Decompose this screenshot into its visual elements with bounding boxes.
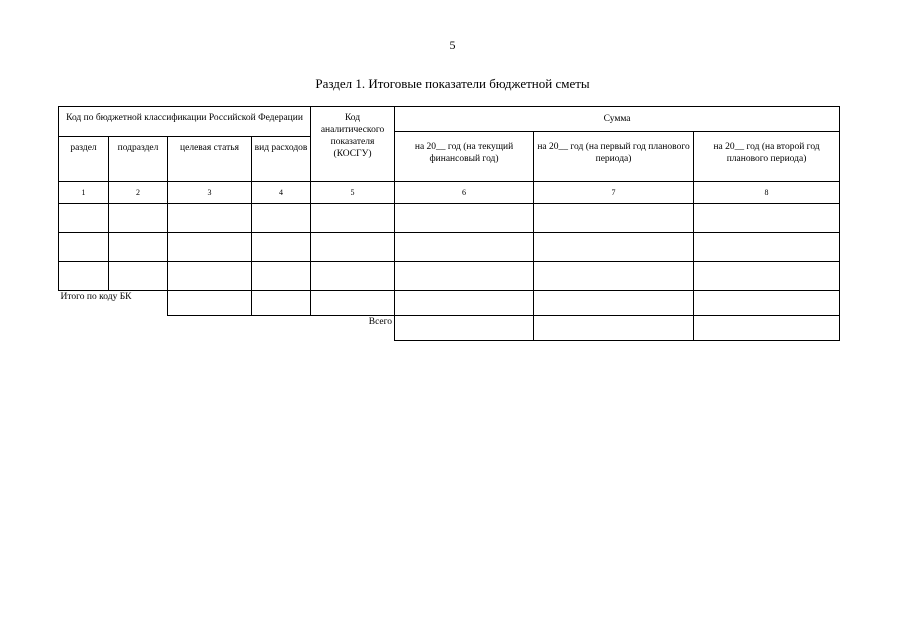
table-cell (168, 291, 252, 316)
table-cell (694, 316, 840, 341)
table-cell (109, 262, 168, 291)
table-cell (252, 262, 311, 291)
table-cell (395, 233, 534, 262)
column-number: 5 (311, 182, 395, 204)
grand-total-label: Всего (59, 316, 395, 341)
column-number: 8 (694, 182, 840, 204)
header-target-item: целевая статья (168, 137, 252, 182)
table-cell (694, 262, 840, 291)
table-cell (168, 204, 252, 233)
table-cell (534, 233, 694, 262)
header-bk-code: Код по бюджетной классификации Российской Федерации (59, 107, 311, 137)
table-cell (168, 233, 252, 262)
table-cell (168, 262, 252, 291)
table-cell (59, 233, 109, 262)
table-cell (311, 204, 395, 233)
table-cell (534, 291, 694, 316)
table-cell (311, 291, 395, 316)
column-number: 1 (59, 182, 109, 204)
table-cell (694, 233, 840, 262)
table-cell (59, 204, 109, 233)
table-cell (311, 262, 395, 291)
grand-total-row (59, 316, 840, 341)
table-cell (109, 204, 168, 233)
column-number: 2 (109, 182, 168, 204)
table-cell (109, 233, 168, 262)
header-year-plan2: на 20__ год (на второй год планового периода) (694, 132, 840, 182)
table-cell (395, 262, 534, 291)
total-by-bk-label: Итого по коду БК (59, 291, 168, 316)
table-cell (694, 204, 840, 233)
header-expense-type: вид расходов (252, 137, 311, 182)
column-number: 4 (252, 182, 311, 204)
header-section: раздел (59, 137, 109, 182)
header-year-plan1: на 20__ год (на первый год планового периода) (534, 132, 694, 182)
table-row (59, 233, 840, 262)
table-cell (59, 262, 109, 291)
column-number: 6 (395, 182, 534, 204)
table-cell (252, 291, 311, 316)
table-cell (395, 316, 534, 341)
column-number: 7 (534, 182, 694, 204)
header-sum: Сумма (395, 107, 840, 132)
header-year-current: на 20__ год (на текущий финансовый год) (395, 132, 534, 182)
table-cell (395, 291, 534, 316)
table-cell (252, 204, 311, 233)
table-cell (395, 204, 534, 233)
table-cell (534, 204, 694, 233)
column-number: 3 (168, 182, 252, 204)
section-title: Раздел 1. Итоговые показатели бюджетной сметы (315, 76, 590, 91)
header-subsection: подраздел (109, 137, 168, 182)
table-row (59, 262, 840, 291)
table-cell (534, 262, 694, 291)
table-cell (534, 316, 694, 341)
table-cell (694, 291, 840, 316)
total-by-bk-row (59, 291, 840, 316)
page-number: 5 (449, 38, 456, 52)
table-row (59, 204, 840, 233)
budget-summary-table (58, 106, 840, 341)
table-cell (252, 233, 311, 262)
header-analytic-code: Код аналитического показателя (КОСГУ) (311, 107, 395, 182)
table-cell (311, 233, 395, 262)
column-number-row (59, 182, 840, 204)
